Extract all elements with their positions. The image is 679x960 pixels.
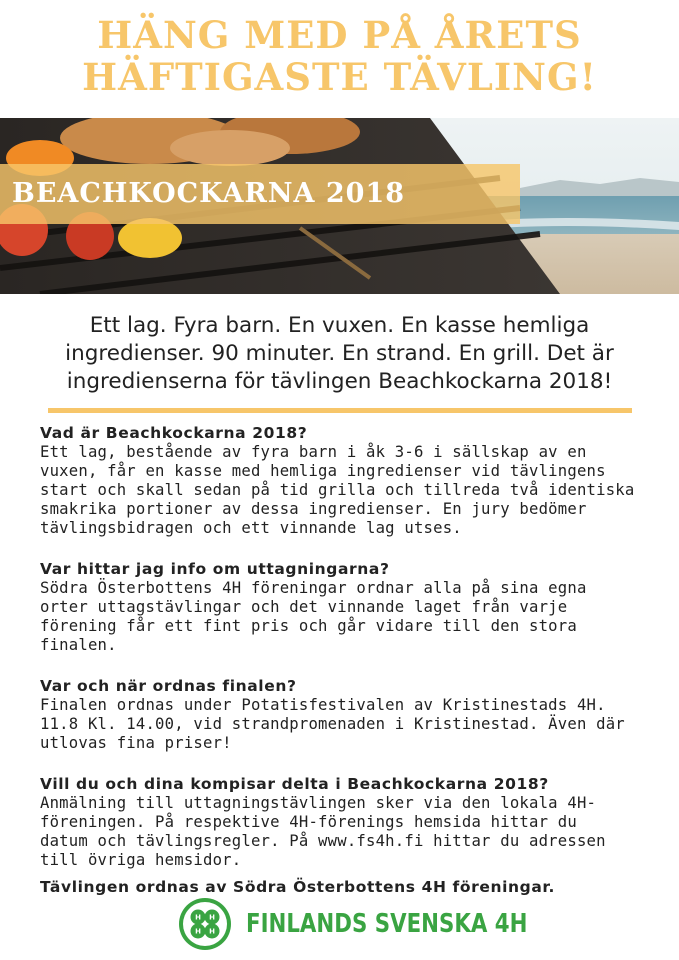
faq-answer-line: förening får ett fint pris och går vidare till den stora finalen. bbox=[40, 617, 577, 654]
four-leaf-clover-icon bbox=[178, 897, 232, 951]
faq-question: Var och när ordnas finalen? bbox=[40, 677, 297, 695]
faq-answer-line: föreningen. På respektive 4H-förenings hemsida hittar du bbox=[40, 813, 577, 831]
faq-answer-line: till övriga hemsidor. bbox=[40, 851, 242, 869]
divider bbox=[48, 408, 632, 413]
organizer-note: Tävlingen ordnas av Södra Österbottens 4H föreningar. bbox=[40, 878, 555, 896]
faq-answer-line: Anmälning till uttagningstävlingen sker via den lokala 4H- bbox=[40, 794, 597, 812]
faq-answer-line: datum och tävlingsregler. På www.fs4h.fi hittar du adressen bbox=[40, 832, 606, 850]
faq-content bbox=[40, 424, 655, 892]
headline-line-2: HÄFTIGASTE TÄVLING! bbox=[82, 55, 597, 99]
faq-section bbox=[40, 560, 655, 655]
svg-text:H: H bbox=[195, 913, 201, 922]
svg-text:H: H bbox=[195, 927, 201, 936]
intro-line-3: ingredienserna för tävlingen Beachkockarna 2018! bbox=[66, 369, 613, 394]
banner-title: BEACHKOCKARNA 2018 bbox=[12, 178, 406, 209]
finlands-svenska-4h-logo bbox=[178, 898, 589, 950]
intro-text bbox=[20, 312, 659, 396]
svg-text:H: H bbox=[209, 913, 215, 922]
faq-answer-line: vuxen, får en kasse med hemliga ingredienser vid tävlingens bbox=[40, 462, 606, 480]
faq-answer-line: smakrika portioner av dessa ingredienser. En jury bedömer bbox=[40, 500, 587, 518]
faq-question: Vad är Beachkockarna 2018? bbox=[40, 424, 308, 442]
faq-section bbox=[40, 424, 655, 538]
faq-answer-line: utlovas fina priser! bbox=[40, 734, 232, 752]
faq-answer-line: Ett lag, bestående av fyra barn i åk 3-6 i sällskap av en bbox=[40, 443, 587, 461]
faq-section bbox=[40, 775, 655, 870]
svg-text:H: H bbox=[209, 927, 215, 936]
faq-answer-line: start och skall sedan på tid grilla och tillreda två identiska bbox=[40, 481, 635, 499]
faq-answer-line: tävlingsbidragen och ett vinnande lag utses. bbox=[40, 519, 462, 537]
intro-line-1: Ett lag. Fyra barn. En vuxen. En kasse hemliga bbox=[89, 313, 590, 338]
faq-answer-line: 11.8 Kl. 14.00, vid strandpromenaden i Kristinestad. Även där bbox=[40, 715, 625, 733]
headline bbox=[0, 14, 679, 98]
faq-question: Vill du och dina kompisar delta i Beachkockarna 2018? bbox=[40, 775, 549, 793]
intro-line-2: ingredienser. 90 minuter. En strand. En grill. Det är bbox=[65, 341, 614, 366]
faq-question: Var hittar jag info om uttagningarna? bbox=[40, 560, 390, 578]
logo-text: FINLANDS SVENSKA 4H bbox=[246, 909, 528, 939]
faq-answer-line: orter uttagstävlingar och det vinnande laget från varje bbox=[40, 598, 568, 616]
faq-section bbox=[40, 677, 655, 753]
faq-answer-line: Finalen ordnas under Potatisfestivalen av Kristinestads 4H. bbox=[40, 696, 606, 714]
faq-answer-line: Södra Österbottens 4H föreningar ordnar alla på sina egna bbox=[40, 579, 587, 597]
headline-line-1: HÄNG MED PÅ ÅRETS bbox=[97, 13, 582, 57]
